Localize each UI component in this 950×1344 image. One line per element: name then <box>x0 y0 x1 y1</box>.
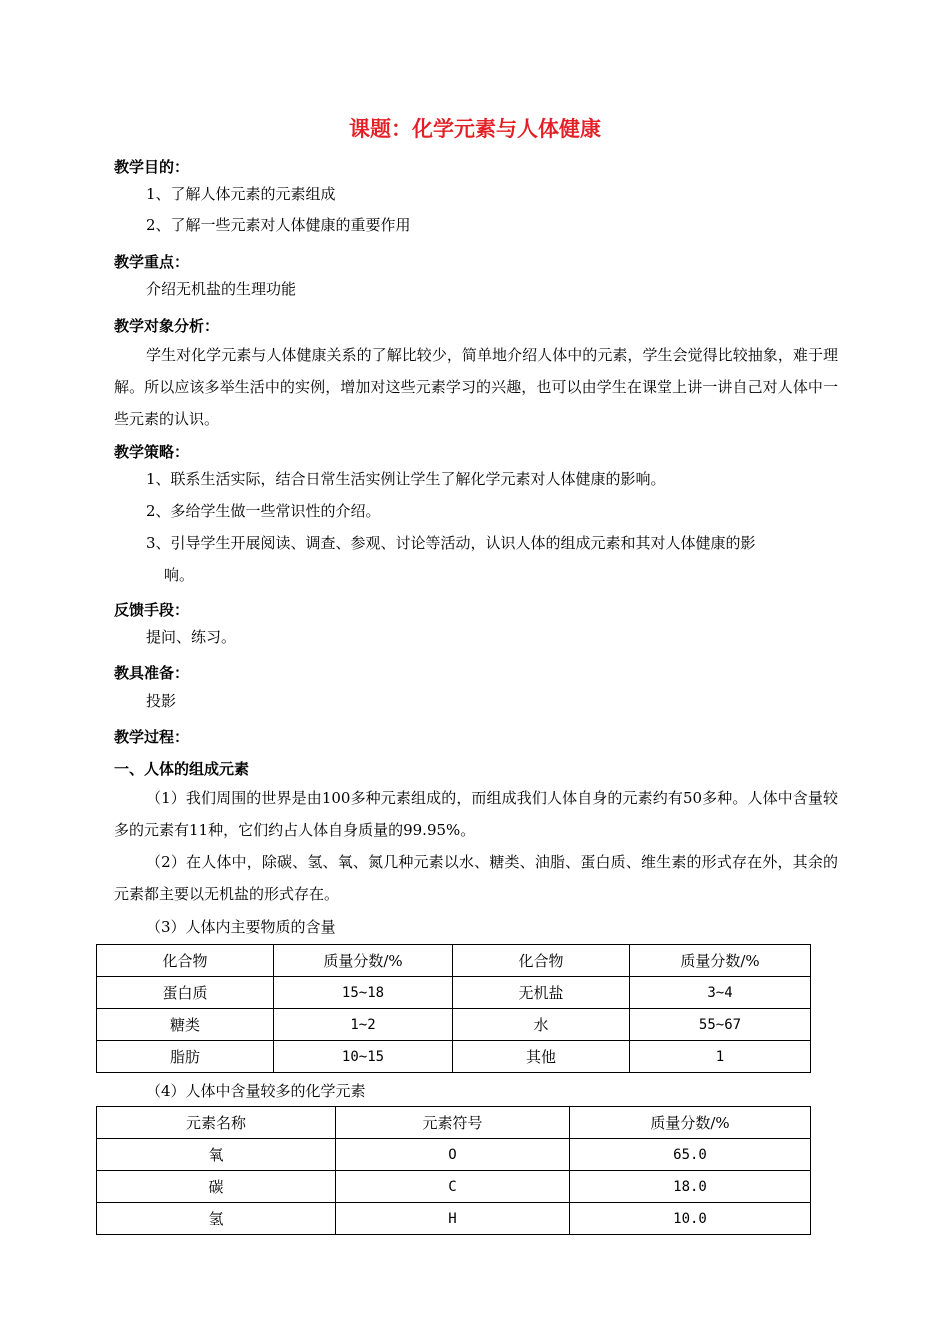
table-cell: 氢 <box>97 1203 336 1235</box>
focus-heading: 教学重点： <box>114 253 190 271</box>
table-header-cell: 质量分数/% <box>274 945 453 977</box>
table-cell: 10.0 <box>570 1203 811 1235</box>
table-cell: 其他 <box>453 1041 630 1073</box>
table-cell: 1~2 <box>274 1009 453 1041</box>
table-cell: 15~18 <box>274 977 453 1009</box>
table-cell: 碳 <box>97 1171 336 1203</box>
element-content-table <box>96 1106 811 1235</box>
strategy-item: 1、联系生活实际，结合日常生活实例让学生了解化学元素对人体健康的影响。 <box>146 470 666 488</box>
table1-caption: （3）人体内主要物质的含量 <box>146 918 336 936</box>
focus-text: 介绍无机盐的生理功能 <box>146 280 297 298</box>
table-cell: 18.0 <box>570 1171 811 1203</box>
table-header-cell: 元素符号 <box>336 1107 570 1139</box>
table-cell: 氧 <box>97 1139 336 1171</box>
tools-text: 投影 <box>146 692 177 710</box>
table-header-cell: 元素名称 <box>97 1107 336 1139</box>
strategy-item: 3、引导学生开展阅读、调查、参观、讨论等活动，认识人体的组成元素和其对人体健康的影 <box>146 534 756 552</box>
strategy-item-continued: 响。 <box>164 566 195 584</box>
table-header-cell: 质量分数/% <box>570 1107 811 1139</box>
analysis-paragraph: 学生对化学元素与人体健康关系的了解比较少，简单地介绍人体中的元素，学生会觉得比较抽象，难于理解。所以应该多举生活中的实例，增加对这些元素学习的兴趣，也可以由学生在课堂上讲一讲自己对人体中一些元素的认识。 <box>114 346 838 428</box>
feedback-heading: 反馈手段： <box>114 601 190 619</box>
table-cell: 糖类 <box>97 1009 274 1041</box>
table-cell: C <box>336 1171 570 1203</box>
table-row <box>97 1009 811 1041</box>
goals-heading: 教学目的： <box>114 158 190 176</box>
goal-item: 1、了解人体元素的元素组成 <box>146 185 336 203</box>
table-header-row <box>97 945 811 977</box>
tools-heading: 教具准备： <box>114 664 190 682</box>
table-cell: 10~15 <box>274 1041 453 1073</box>
table-header-row <box>97 1107 811 1139</box>
table-cell: O <box>336 1139 570 1171</box>
strategy-heading: 教学策略： <box>114 443 190 461</box>
table-cell: 水 <box>453 1009 630 1041</box>
table-header-cell: 化合物 <box>453 945 630 977</box>
table-header-cell: 化合物 <box>97 945 274 977</box>
substance-content-table <box>96 944 811 1073</box>
table-cell: 脂肪 <box>97 1041 274 1073</box>
table-cell: 无机盐 <box>453 977 630 1009</box>
table-cell: 蛋白质 <box>97 977 274 1009</box>
table-cell: 1 <box>630 1041 811 1073</box>
analysis-heading: 教学对象分析： <box>114 317 220 335</box>
table-cell: 55~67 <box>630 1009 811 1041</box>
table2-caption: （4）人体中含量较多的化学元素 <box>146 1082 366 1100</box>
feedback-text: 提问、练习。 <box>146 628 237 646</box>
table-row <box>97 977 811 1009</box>
table-row <box>97 1203 811 1235</box>
table-cell: 3~4 <box>630 977 811 1009</box>
table-cell: 65.0 <box>570 1139 811 1171</box>
part1-heading: 一、人体的组成元素 <box>114 760 250 778</box>
table-header-cell: 质量分数/% <box>630 945 811 977</box>
process-heading: 教学过程： <box>114 728 190 746</box>
table-row <box>97 1139 811 1171</box>
goal-item: 2、了解一些元素对人体健康的重要作用 <box>146 216 411 234</box>
table-cell: H <box>336 1203 570 1235</box>
table-row <box>97 1171 811 1203</box>
paragraph-2: （2）在人体中，除碳、氢、氧、氮几种元素以水、糖类、油脂、蛋白质、维生素的形式存在外，其余的元素都主要以无机盐的形式存在。 <box>114 853 838 903</box>
paragraph-1: （1）我们周围的世界是由100多种元素组成的，而组成我们人体自身的元素约有50多种。人体中含量较多的元素有11种，它们约占人体自身质量的99.95%。 <box>114 789 838 839</box>
table-row <box>97 1041 811 1073</box>
page-title: 课题：化学元素与人体健康 <box>349 117 601 141</box>
strategy-item: 2、多给学生做一些常识性的介绍。 <box>146 502 381 520</box>
